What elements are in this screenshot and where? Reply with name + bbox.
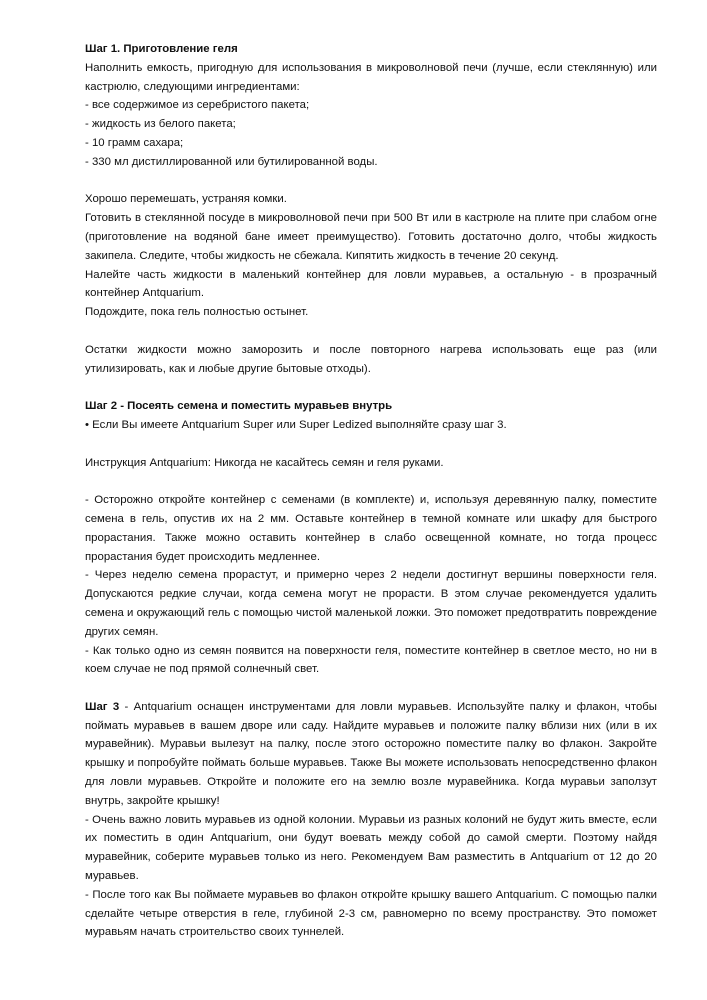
step3-paragraph-1: Шаг 3 - Antquarium оснащен инструментами для ловли муравьев. Используйте палку и флакон, чтобы поймать муравьев в вашем дворе или саду. Найдите муравьев и положите палку вблизи них (или в их муравейник). Муравьи вылезут на палку, после этого осторожно поместите палку во флакон. Закройте крышку и попробуйте поймать больше муравьев. Также Вы можете использовать непосредственно флакон для ловли муравьев. Откройте и положите его на землю возле муравейника. Когда муравьи заползут внутрь, закройте крышку! — [85, 700, 657, 807]
ingredient-1: - все содержимое из серебристого пакета; — [85, 99, 310, 112]
ingredient-2: - жидкость из белого пакета; — [85, 118, 236, 131]
step3-heading: Шаг 3 — [85, 700, 120, 713]
step3-paragraph-3: - После того как Вы поймаете муравьев во флакон откройте крышку вашего Antquarium. С помощью палки сделайте четыре отверстия в геле, глубиной 2-3 см, равномерно по всему пространству. Это поможет муравьям начать строительство своих туннелей. — [85, 888, 657, 939]
step1-pour: Налейте часть жидкости в маленький контейнер для ловли муравьев, а остальную - в прозрачный контейнер Antquarium. — [85, 268, 657, 300]
step1-heading: Шаг 1. Приготовление геля — [85, 43, 238, 55]
step3-paragraph-2: - Очень важно ловить муравьев из одной колонии. Муравьи из разных колоний не будут жить вместе, если их поместить в один Antquarium, они будут воевать между собой до самой смерти. Поэтому найдя муравейник, соберите муравьев только из него. Рекомендуем Вам разместить в Antquarium от 12 до 20 муравьев. — [85, 813, 657, 883]
step1-wait: Подождите, пока гель полностью остынет. — [85, 306, 309, 319]
ingredient-3: - 10 грамм сахара; — [85, 136, 184, 149]
step2-paragraph-3: - Как только одно из семян появится на поверхности геля, поместите контейнер в светлое место, но ни в коем случае не под прямой солнечный свет. — [85, 644, 657, 676]
step2-instruction: Инструкция Antquarium: Никогда не касайтесь семян и геля руками. — [85, 456, 444, 469]
step1-cook: Готовить в стеклянной посуде в микроволновой печи при 500 Вт или в кастрюле на плите при слабом огне (приготовление на водяной бане имеет преимущество). Готовить достаточно долго, чтобы жидкость закипела. Следите, чтобы жидкость не сбежала. Кипятить жидкость в течение 20 секунд. — [85, 212, 657, 262]
step1-stir: Хорошо перемешать, устраняя комки. — [85, 193, 287, 206]
step1-intro: Наполнить емкость, пригодную для использования в микроволновой печи (лучше, если стеклянную) или кастрюлю, следующими ингредиентами: — [85, 61, 657, 93]
step2-paragraph-1: - Осторожно откройте контейнер с семенами (в комплекте) и, используя деревянную палку, поместите семена в гель, опустив их на 2 мм. Оставьте контейнер в темной комнате или шкафу для быстрого прорастания. Также можно оставить контейнер в слабо освещенной комнате, но тогда процесс прорастания будет происходить медленнее. — [85, 494, 657, 563]
ingredient-4: - 330 мл дистиллированной или бутилированной воды. — [85, 155, 378, 168]
step1-leftover: Остатки жидкости можно заморозить и после повторного нагрева использовать еще раз (или утилизировать, как и любые другие бытовые отходы). — [85, 343, 657, 375]
step2-heading: Шаг 2 - Посеять семена и поместить муравьев внутрь — [85, 400, 393, 413]
step2-paragraph-2: - Через неделю семена прорастут, и примерно через 2 недели достигнут вершины поверхности геля. Допускаются редкие случаи, когда семена могут не прорасти. В этом случае рекомендуется удалить семена и окружающий гель с помощью чистой маленькой ложки. Это поможет предотвратить повреждение других семян. — [85, 569, 657, 638]
step2-bullet: • Если Вы имеете Antquarium Super или Super Ledized выполняйте сразу шаг 3. — [85, 418, 507, 431]
document-page — [85, 40, 657, 942]
